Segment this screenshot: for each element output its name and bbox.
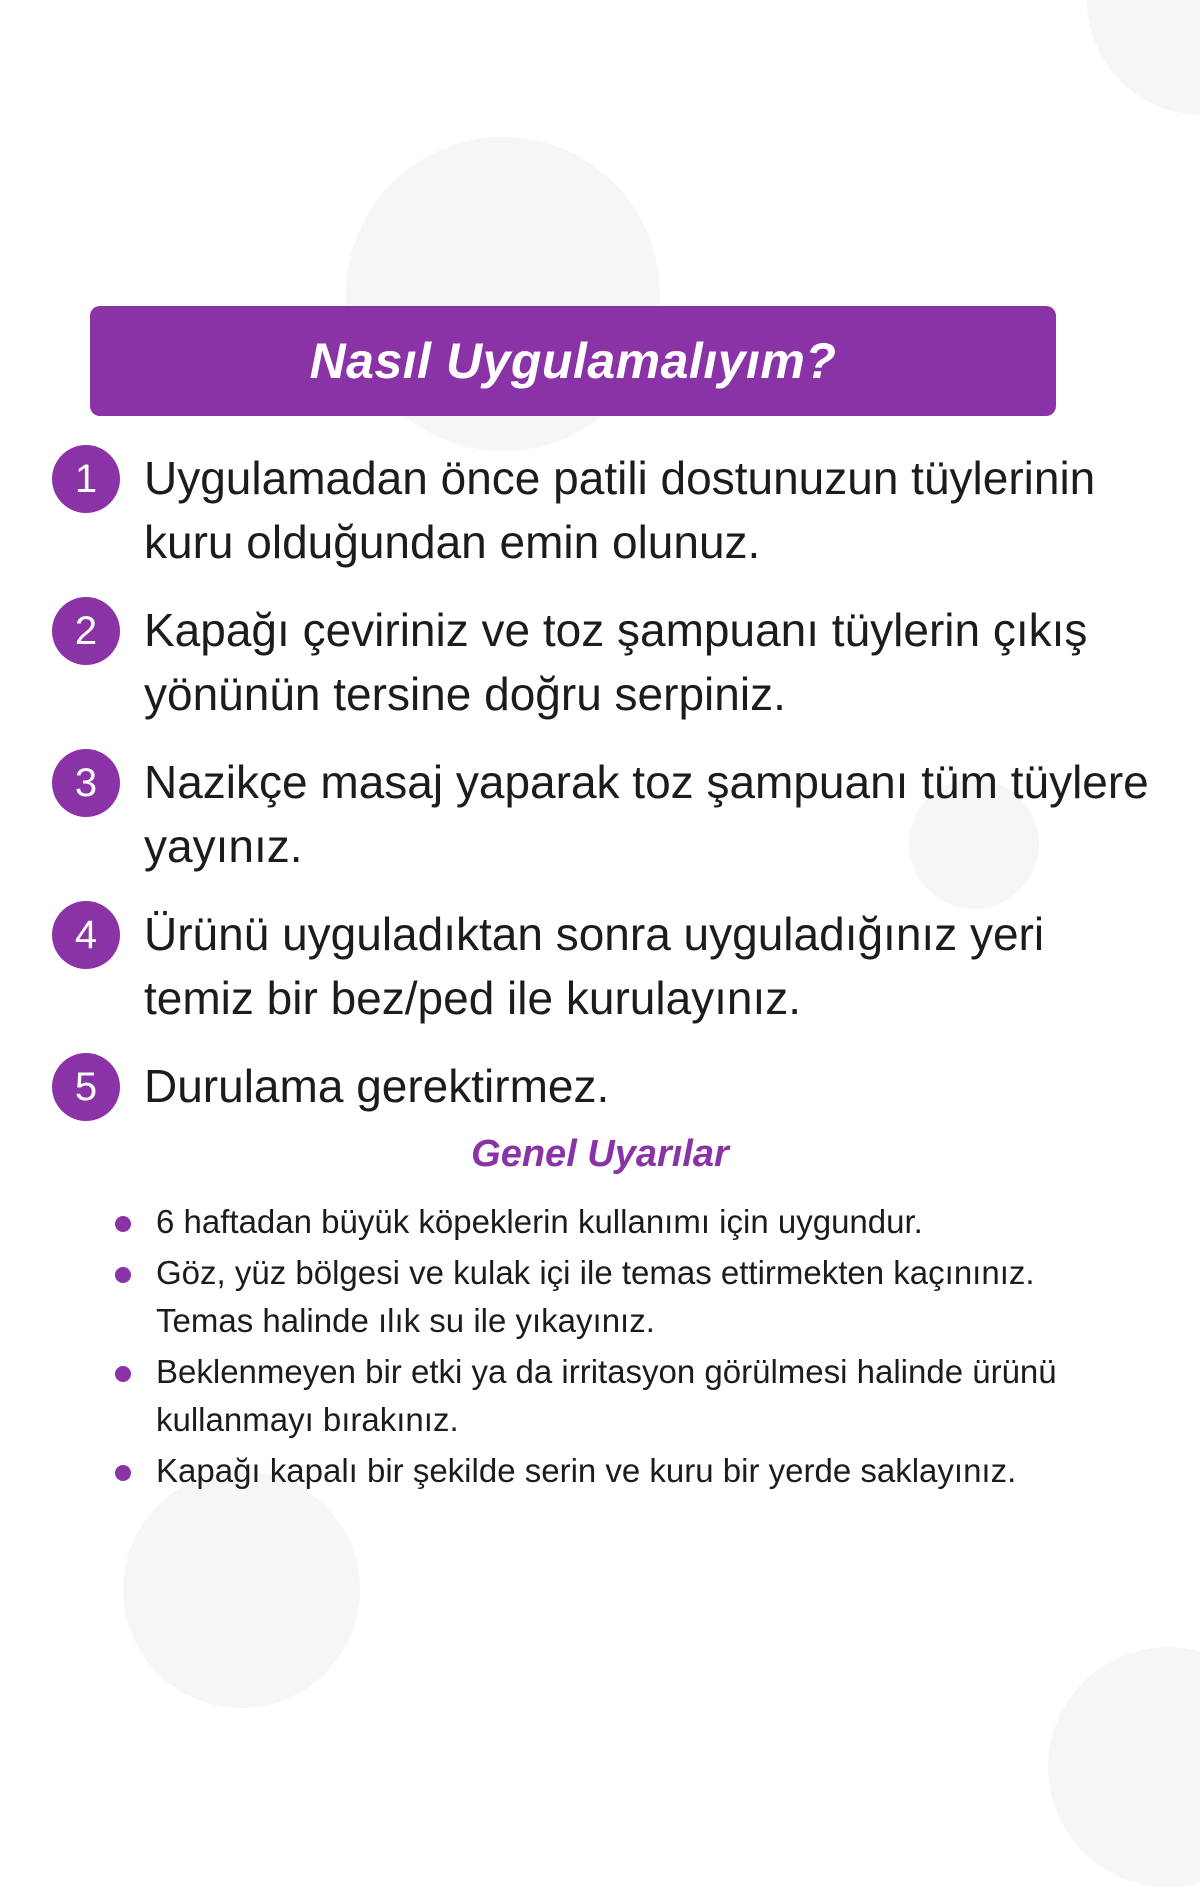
steps-list: [52, 445, 1172, 1144]
bullet-dot-icon: [115, 1465, 131, 1481]
decor-circle-bottom-right: [1048, 1647, 1200, 1887]
step-item: [52, 1053, 1172, 1121]
step-item: [52, 597, 1172, 726]
bullet-dot-icon: [115, 1267, 131, 1283]
warnings-list: [115, 1198, 1115, 1498]
step-number-badge: 1: [52, 445, 120, 513]
title-banner: [90, 306, 1056, 416]
step-number-badge: 4: [52, 901, 120, 969]
step-text: Uygulamadan önce patili dostunuzun tüylerinin kuru olduğundan emin olunuz.: [144, 452, 1096, 568]
warning-text: 6 haftadan büyük köpeklerin kullanımı için uygundur.: [156, 1203, 923, 1240]
warnings-title: Genel Uyarılar: [471, 1133, 729, 1175]
decor-circle-bottom-left: [123, 1471, 360, 1708]
bullet-dot-icon: [115, 1366, 131, 1382]
warning-item: [115, 1198, 1115, 1246]
warning-text: Kapağı kapalı bir şekilde serin ve kuru bir yerde saklayınız.: [156, 1452, 1017, 1489]
step-number-badge: 3: [52, 749, 120, 817]
warning-item: [115, 1348, 1115, 1444]
warning-text: Göz, yüz bölgesi ve kulak içi ile temas ettirmekten kaçınınız. Temas halinde ılık su ile yıkayınız.: [156, 1254, 1035, 1339]
decor-circle-top-right: [1087, 0, 1200, 115]
step-text: Durulama gerektirmez.: [144, 1060, 610, 1112]
warning-text: Beklenmeyen bir etki ya da irritasyon görülmesi halinde ürünü kullanmayı bırakınız.: [156, 1353, 1057, 1438]
step-number-badge: 2: [52, 597, 120, 665]
step-text: Ürünü uyguladıktan sonra uyguladığınız yeri temiz bir bez/ped ile kurulayınız.: [144, 908, 1045, 1024]
step-text: Nazikçe masaj yaparak toz şampuanı tüm tüylere yayınız.: [144, 756, 1149, 872]
step-item: [52, 901, 1172, 1030]
warning-item: [115, 1249, 1115, 1345]
page-title: Nasıl Uygulamalıyım?: [309, 333, 837, 389]
step-item: [52, 749, 1172, 878]
step-number-badge: 5: [52, 1053, 120, 1121]
bullet-dot-icon: [115, 1216, 131, 1232]
step-item: [52, 445, 1172, 574]
warning-item: [115, 1447, 1115, 1495]
step-text: Kapağı çeviriniz ve toz şampuanı tüylerin çıkış yönünün tersine doğru serpiniz.: [144, 604, 1088, 720]
